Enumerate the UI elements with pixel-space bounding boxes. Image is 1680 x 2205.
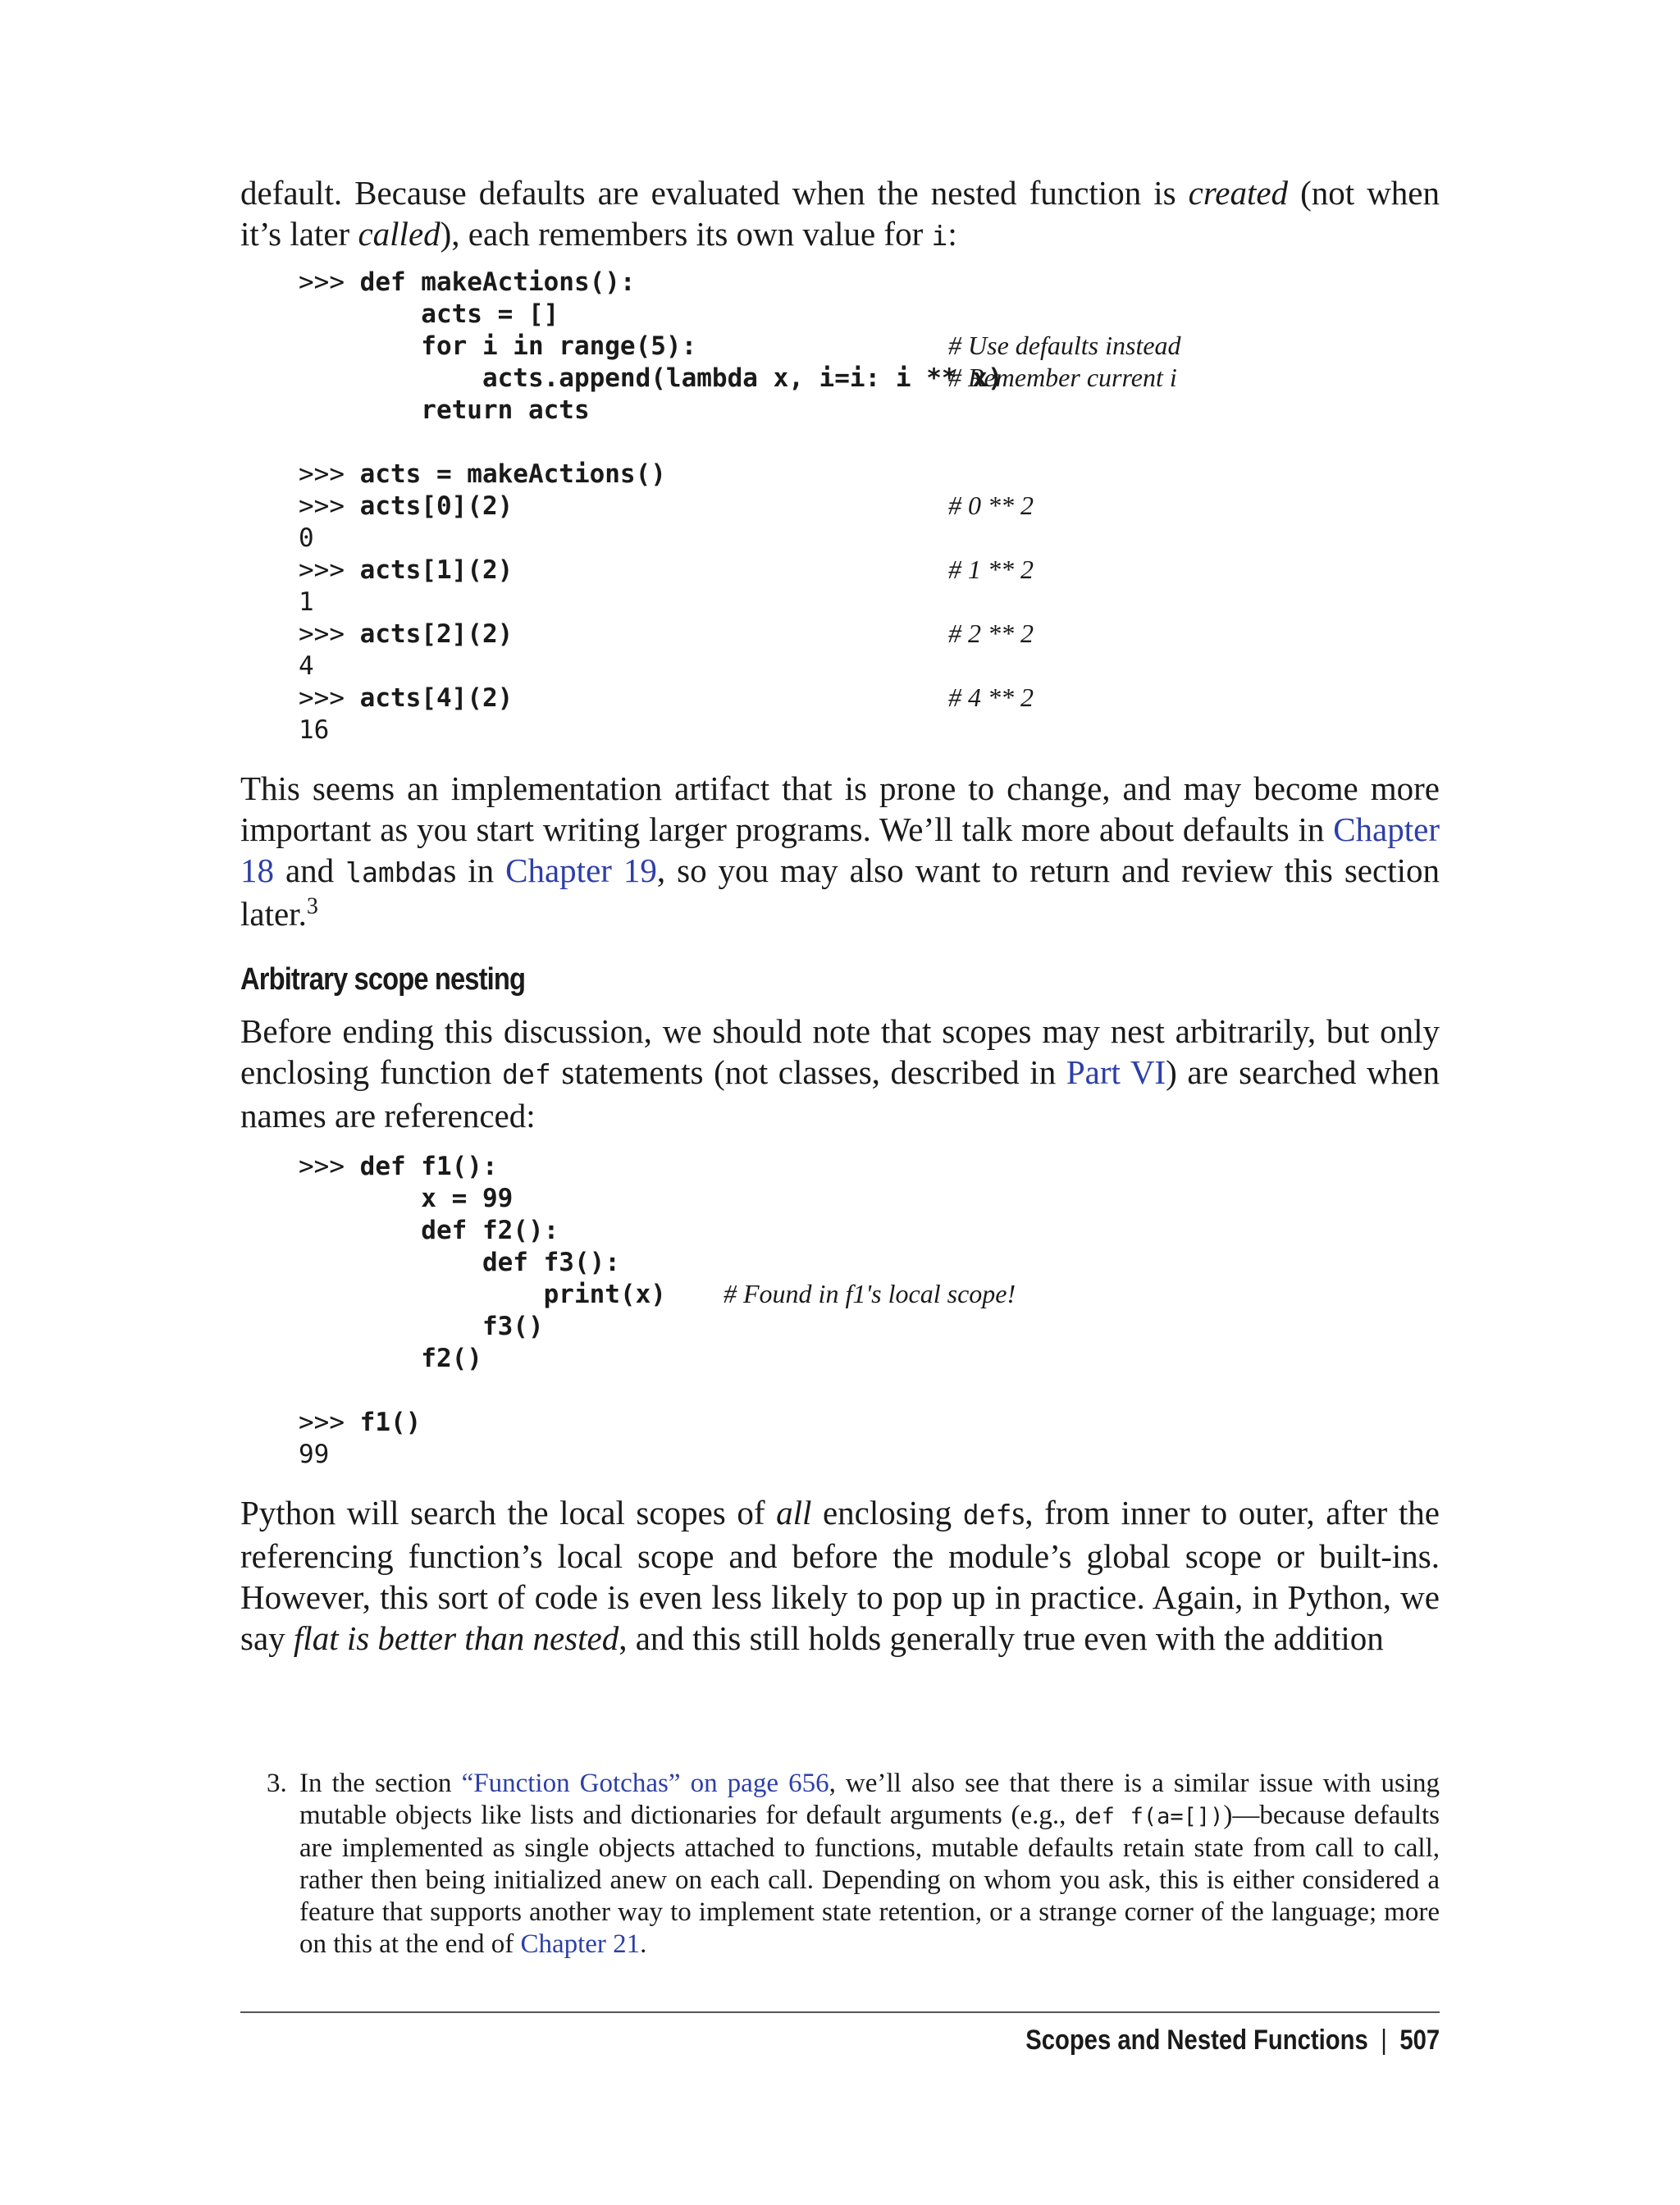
code-line [299, 619, 1440, 651]
code-line [299, 427, 1440, 459]
footnote-text [299, 1768, 1440, 1961]
code-line [299, 523, 1440, 555]
code-text: acts[4](2) [359, 683, 514, 713]
code-line [299, 555, 1440, 587]
code-text: x = 99 [299, 1184, 514, 1213]
footnote-3 [267, 1768, 1440, 1961]
paragraph-scope-nesting [240, 1011, 1440, 1136]
code-prompt: >>> [299, 1408, 360, 1437]
code-prompt: >>> [299, 619, 360, 649]
code-prompt: >>> [299, 459, 360, 489]
inline-code: def f(a=[]) [1075, 1804, 1224, 1829]
paragraph-defaults-intro [240, 172, 1440, 257]
code-output: 4 [299, 651, 314, 681]
footnote-reference[interactable]: 3 [306, 893, 318, 920]
code-text: f1() [359, 1408, 422, 1437]
code-comment: # Found in f1's local scope! [724, 1279, 1016, 1308]
code-comment: # Remember current i [948, 363, 1177, 392]
code-line [299, 1247, 1440, 1279]
text: s, from inner to outer, after the referencing function’s local scope and before the module’s global scope or built-ins. However, this sort of code is even less likely to pop up in practice. Again, in Python, we say [240, 1494, 1440, 1657]
paragraph-search-order [240, 1492, 1440, 1659]
link-chapter-19[interactable]: Chapter 19 [505, 851, 657, 889]
inline-code: i [931, 220, 948, 252]
code-prompt: >>> [299, 1152, 360, 1181]
code-line [299, 1375, 1440, 1407]
code-line [299, 587, 1440, 619]
code-text: f3() [299, 1312, 544, 1341]
text: statements (not classes, described in [550, 1053, 1066, 1091]
text: default. Because defaults are evaluated when the nested function is [240, 174, 1189, 212]
code-output: 0 [299, 523, 314, 553]
code-prompt: >>> [299, 491, 360, 521]
code-block-make-actions [299, 267, 1440, 746]
code-prompt: >>> [299, 683, 360, 713]
emphasis: all [776, 1494, 812, 1532]
emphasis: called [358, 215, 441, 253]
code-line [299, 363, 1440, 395]
code-line [299, 1407, 1440, 1439]
inline-code: def [962, 1499, 1012, 1531]
footer-rule [240, 2011, 1440, 2013]
link-function-gotchas[interactable]: “Function Gotchas” on page 656 [461, 1769, 829, 1798]
text: . [640, 1929, 647, 1959]
code-line [299, 331, 1440, 363]
text: This seems an implementation artifact that is prone to change, and may become more important as you start writing larger programs. We’ll talk more about defaults in [240, 769, 1440, 848]
footer-separator: | [1381, 2025, 1387, 2056]
text: , so you may also want to return and review this section later. [240, 851, 1440, 933]
text: s in [443, 851, 506, 889]
code-line [299, 459, 1440, 491]
code-text: acts[0](2) [359, 491, 514, 521]
inline-code: lambda [345, 856, 444, 888]
code-line [299, 682, 1440, 714]
code-line [299, 267, 1440, 299]
code-text: return acts [299, 395, 590, 425]
inline-code: def [502, 1058, 551, 1090]
code-output: 16 [299, 715, 330, 745]
text: )—because defaults are implemented as single objects attached to functions, mutable defaults retain state from call to call, rather then being initialized anew on each call. Depending on whom you ask, this is either considered a feature that supports another way to implement state retention, or a strange corner of the language; more on this at the end of [299, 1801, 1440, 1959]
emphasis: created [1188, 174, 1289, 212]
code-line [299, 714, 1440, 746]
code-block-nested-functions [299, 1151, 1440, 1471]
code-line [299, 1151, 1440, 1183]
running-footer [1025, 2025, 1440, 2057]
code-line [299, 1279, 1440, 1311]
code-text: acts[1](2) [359, 555, 514, 585]
text: , and this still holds generally true even with the addition [619, 1619, 1384, 1657]
code-prompt: >>> [299, 555, 360, 585]
code-line [299, 1215, 1440, 1247]
text: ), each remembers its own value for [440, 215, 932, 253]
code-text: acts = [] [299, 299, 559, 329]
code-comment: # 0 ** 2 [948, 491, 1034, 520]
section-heading: Arbitrary scope nesting [240, 962, 526, 997]
text: : [947, 215, 957, 253]
code-text: def f1(): [359, 1152, 498, 1181]
code-output: 1 [299, 587, 314, 617]
code-text: f2() [299, 1344, 482, 1373]
code-line [299, 395, 1440, 427]
code-comment: # Use defaults instead [948, 331, 1181, 360]
page-content [240, 172, 1440, 1659]
text: In the section [299, 1769, 462, 1798]
link-chapter-18[interactable]: Chapter 18 [240, 810, 1440, 889]
code-line [299, 1183, 1440, 1215]
footnote-number: 3. [267, 1769, 287, 1798]
code-text: acts = makeActions() [359, 459, 666, 489]
code-line [299, 1439, 1440, 1471]
paragraph-implementation-artifact [240, 768, 1440, 934]
text: (not when it’s later [240, 174, 1440, 253]
code-line [299, 1311, 1440, 1343]
code-text: def makeActions(): [359, 267, 636, 297]
code-text: for i in range(5): [299, 331, 697, 361]
code-prompt: >>> [299, 267, 360, 297]
code-comment: # 4 ** 2 [948, 682, 1034, 712]
code-text: def f3(): [299, 1248, 620, 1277]
link-part-vi[interactable]: Part VI [1066, 1053, 1166, 1091]
code-line [299, 1343, 1440, 1375]
code-comment: # 1 ** 2 [948, 555, 1034, 584]
code-comment: # 2 ** 2 [948, 619, 1034, 648]
code-text: acts[2](2) [359, 619, 514, 649]
text: enclosing [811, 1494, 963, 1532]
text: , we’ll also see that there is a similar issue with using mutable objects like lists and dictionaries for default arguments (e.g., [299, 1769, 1440, 1830]
text: Python will search the local scopes of [240, 1494, 777, 1532]
text: ) are searched when names are referenced: [240, 1053, 1440, 1134]
code-line [299, 299, 1440, 331]
footer-section-title: Scopes and Nested Functions [1025, 2025, 1368, 2056]
code-text: acts.append(lambda x, i=i: i ** x) [299, 363, 1003, 393]
code-line [299, 651, 1440, 682]
text: and [274, 851, 346, 889]
text: Before ending this discussion, we should note that scopes may nest arbitrarily, but only enclosing function [240, 1012, 1440, 1091]
link-chapter-21[interactable]: Chapter 21 [520, 1929, 641, 1959]
code-output: 99 [299, 1440, 330, 1469]
page-number: 507 [1399, 2025, 1440, 2056]
code-line [299, 491, 1440, 523]
code-text: print(x) [299, 1280, 666, 1309]
emphasis: flat is better than nested [293, 1619, 619, 1657]
code-text: def f2(): [299, 1216, 559, 1245]
